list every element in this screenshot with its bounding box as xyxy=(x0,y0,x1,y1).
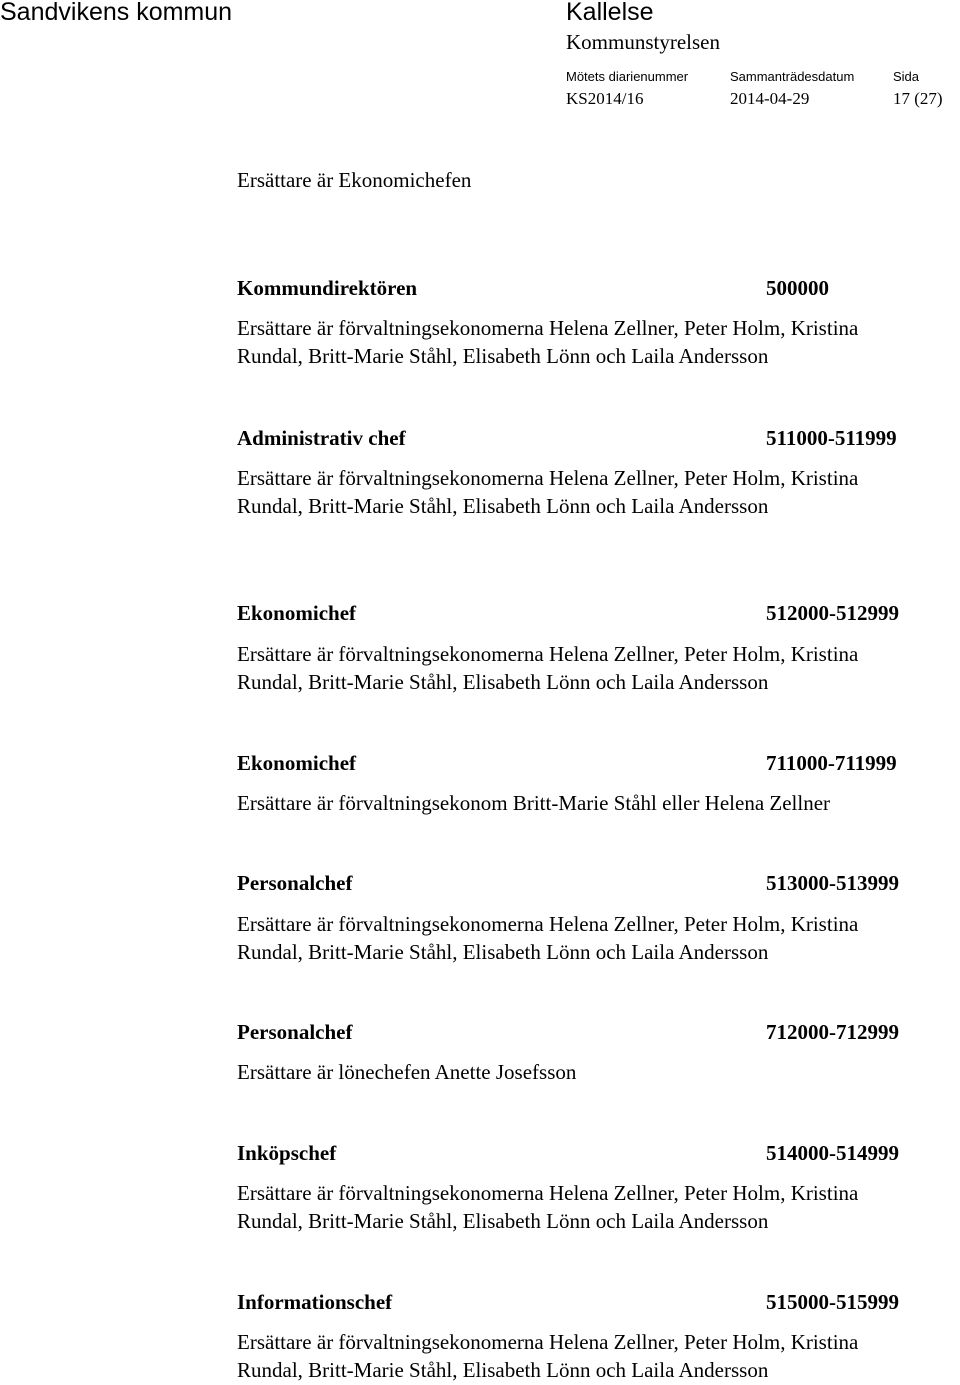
entry-text-line: Ersättare är förvaltningsekonom Britt-Marie Ståhl eller Helena Zellner xyxy=(237,791,831,815)
entry-text-line: Rundal, Britt-Marie Ståhl, Elisabeth Lönn och Laila Andersson xyxy=(237,940,769,964)
entry-text-line: Rundal, Britt-Marie Ståhl, Elisabeth Lönn och Laila Andersson xyxy=(237,1209,769,1233)
entry-text-line: Ersättare är förvaltningsekonomerna Helena Zellner, Peter Holm, Kristina xyxy=(237,1181,859,1205)
entry-code: 513000-513999 xyxy=(766,871,899,895)
entry-role: Ekonomichef xyxy=(237,751,357,775)
entry-text-line: Ersättare är förvaltningsekonomerna Helena Zellner, Peter Holm, Kristina xyxy=(237,912,859,936)
entry-role: Personalchef xyxy=(237,1020,353,1044)
entry-code: 500000 xyxy=(766,276,829,300)
entry-code: 511000-511999 xyxy=(766,426,897,450)
entry-text-line: Ersättare är förvaltningsekonomerna Helena Zellner, Peter Holm, Kristina xyxy=(237,1330,859,1354)
entry-text-line: Rundal, Britt-Marie Ståhl, Elisabeth Lönn och Laila Andersson xyxy=(237,494,769,518)
meta-label-datum: Sammanträdesdatum xyxy=(730,69,855,84)
entry-text-line: Ersättare är förvaltningsekonomerna Helena Zellner, Peter Holm, Kristina xyxy=(237,466,859,490)
entry-text-line: Ersättare är lönechefen Anette Josefsson xyxy=(237,1060,577,1084)
meta-value-sida: 17 (27) xyxy=(893,89,943,108)
entry-role: Administrativ chef xyxy=(237,426,406,450)
meta-value-diarienummer: KS2014/16 xyxy=(566,89,644,108)
entry-text-line: Ersättare är förvaltningsekonomerna Helena Zellner, Peter Holm, Kristina xyxy=(237,316,859,340)
entry-text-line: Rundal, Britt-Marie Ståhl, Elisabeth Lönn och Laila Andersson xyxy=(237,1358,769,1382)
document-subtitle: Kommunstyrelsen xyxy=(566,30,720,54)
entry-text-line: Rundal, Britt-Marie Ståhl, Elisabeth Lönn och Laila Andersson xyxy=(237,344,769,368)
entry-code: 712000-712999 xyxy=(766,1020,899,1044)
entry-role: Informationschef xyxy=(237,1290,393,1314)
organization-name: Sandvikens kommun xyxy=(0,0,233,26)
entry-code: 515000-515999 xyxy=(766,1290,899,1314)
meta-value-datum: 2014-04-29 xyxy=(730,89,810,108)
entry-role: Kommundirektören xyxy=(237,276,418,300)
entry-role: Ekonomichef xyxy=(237,601,357,625)
entry-code: 711000-711999 xyxy=(766,751,897,775)
entry-role: Inköpschef xyxy=(237,1141,337,1165)
document-title: Kallelse xyxy=(566,0,654,26)
meta-label-sida: Sida xyxy=(893,69,920,84)
entry-role: Personalchef xyxy=(237,871,353,895)
entry-code: 512000-512999 xyxy=(766,601,899,625)
entry-text-line: Rundal, Britt-Marie Ståhl, Elisabeth Lönn och Laila Andersson xyxy=(237,670,769,694)
entry-code: 514000-514999 xyxy=(766,1141,899,1165)
entry-text-line: Ersättare är förvaltningsekonomerna Helena Zellner, Peter Holm, Kristina xyxy=(237,642,859,666)
meta-label-diarienummer: Mötets diarienummer xyxy=(566,69,689,84)
intro-text: Ersättare är Ekonomichefen xyxy=(237,168,472,192)
